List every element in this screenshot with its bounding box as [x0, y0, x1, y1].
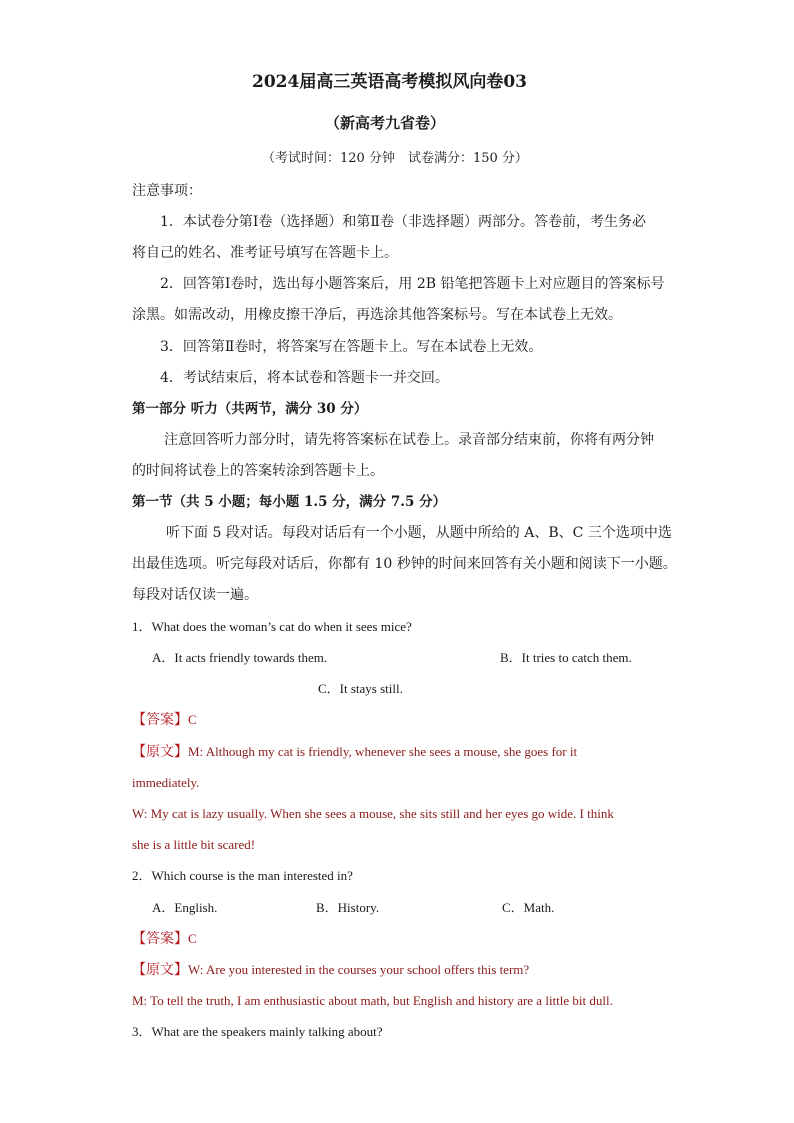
- answer-tag: 【答案】: [132, 712, 188, 728]
- exam-info: （考试时间：120 分钟 试卷满分：150 分）: [262, 151, 528, 166]
- question-2-option-c: C．Math.: [502, 900, 555, 915]
- answer-tag: 【答案】: [132, 931, 188, 947]
- question-1-answer: [132, 710, 197, 730]
- notice-item-3: 3．回答第Ⅱ卷时，将答案写在答题卡上。写在本试卷上无效。: [160, 339, 543, 355]
- question-1-original: [132, 742, 577, 762]
- answer-value: C: [188, 712, 197, 727]
- question-2-option-a: A．English.: [152, 900, 218, 915]
- question-2-stem: 2．Which course is the man interested in?: [132, 868, 353, 883]
- question-2-option-b: B．History.: [316, 900, 380, 915]
- original-text: M: Although my cat is friendly, whenever she sees a mouse, she goes for it: [188, 744, 578, 759]
- question-1-original-w-cont: she is a little bit scared!: [132, 837, 256, 852]
- section1-intro: 听下面 5 段对话。每段对话后有一个小题，从题中所给的 A、B、C 三个选项中选: [166, 525, 672, 541]
- question-3-stem: 3．What are the speakers mainly talking about?: [132, 1024, 383, 1039]
- answer-value: C: [188, 931, 197, 946]
- part1-intro: 注意回答听力部分时，请先将答案标在试卷上。录音部分结束前，你将有两分钟: [164, 432, 654, 448]
- original-text: W: Are you interested in the courses your school offers this term?: [188, 962, 530, 977]
- question-1-stem: 1．What does the woman’s cat do when it sees mice?: [132, 619, 412, 634]
- section1-heading: 第一节（共 5 小题；每小题 1.5 分，满分 7.5 分）: [132, 494, 447, 510]
- notice-item-2-cont: 涂黑。如需改动，用橡皮擦干净后，再选涂其他答案标号。写在本试卷上无效。: [132, 307, 622, 323]
- page-subtitle: （新高考九省卷）: [325, 114, 446, 132]
- notice-item-1-cont: 将自己的姓名、准考证号填写在答题卡上。: [132, 245, 398, 261]
- section1-intro-cont-2: 每段对话仅读一遍。: [132, 587, 258, 603]
- notice-heading: 注意事项：: [132, 183, 202, 199]
- section1-intro-cont: 出最佳选项。听完每段对话后，你都有 10 秒钟的时间来回答有关小题和阅读下一小题。: [132, 556, 677, 572]
- original-tag: 【原文】: [132, 962, 188, 978]
- question-2-original-m: M: To tell the truth, I am enthusiastic about math, but English and history are a little bit dull.: [132, 993, 613, 1008]
- question-1-option-c: C．It stays still.: [318, 681, 403, 696]
- question-1-option-a: A．It acts friendly towards them.: [152, 650, 328, 665]
- notice-item-4: 4．考试结束后，将本试卷和答题卡一并交回。: [160, 370, 449, 386]
- question-1-original-cont: immediately.: [132, 775, 200, 790]
- question-2-answer: [132, 929, 197, 949]
- notice-item-1: 1．本试卷分第Ⅰ卷（选择题）和第Ⅱ卷（非选择题）两部分。答卷前，考生务必: [160, 214, 646, 230]
- part1-intro-cont: 的时间将试卷上的答案转涂到答题卡上。: [132, 463, 384, 479]
- part1-heading: 第一部分 听力（共两节，满分 30 分）: [132, 401, 368, 417]
- notice-item-2: 2．回答第Ⅰ卷时，选出每小题答案后，用 2B 铅笔把答题卡上对应题目的答案标号: [160, 276, 665, 292]
- original-tag: 【原文】: [132, 744, 188, 760]
- question-2-original: [132, 960, 529, 980]
- question-1-original-w: W: My cat is lazy usually. When she sees a mouse, she sits still and her eyes go wide. I think: [132, 806, 614, 821]
- question-1-option-b: B．It tries to catch them.: [500, 650, 632, 665]
- page-title: 2024届高三英语高考模拟风向卷03: [252, 72, 527, 92]
